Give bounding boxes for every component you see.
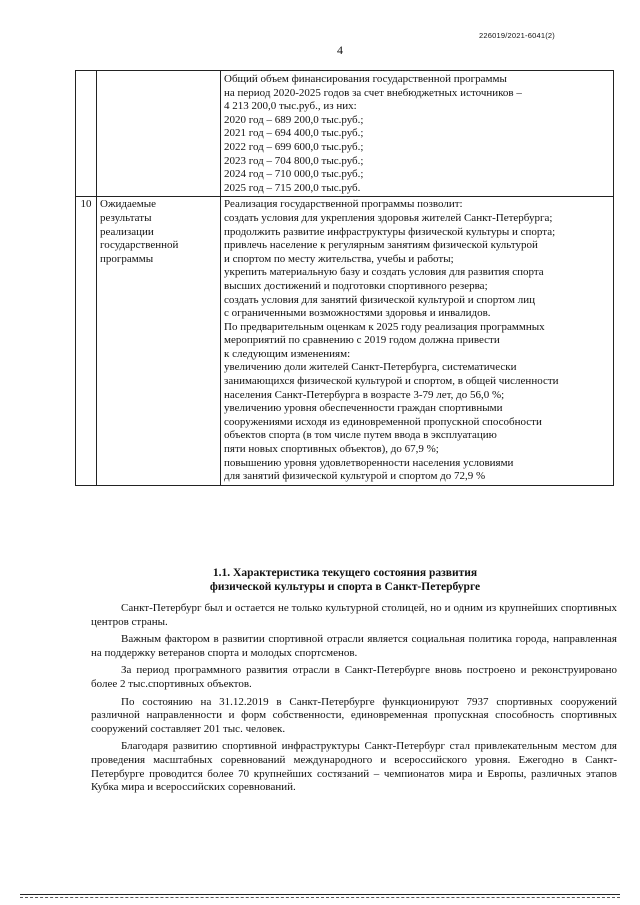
results-line: укрепить материальную базу и создать условия для развития спорта: [224, 266, 544, 279]
results-line: увеличению уровня обеспеченности граждан спортивными: [224, 402, 503, 415]
row-label-cell: [97, 197, 221, 485]
section-heading-line: физической культуры и спорта в Санкт-Петербурге: [209, 581, 481, 593]
body-paragraph: Важным фактором в развитии спортивной отрасли является социальная политика города, направленная на поддержку ветеранов спорта и молодых спортсменов.: [91, 633, 617, 659]
financing-content-cell: [221, 71, 614, 197]
results-line: сооружениями исходя из единовременной пропускной способности: [224, 415, 542, 428]
body-paragraph: За период программного развития отрасли в Санкт-Петербурге вновь построено и реконструировано более 2 тыс.спортивных объектов.: [91, 664, 617, 690]
results-line: создать условия для укрепления здоровья жителей Санкт-Петербурга;: [224, 211, 553, 224]
row-number-cell: [76, 71, 97, 197]
results-line: к следующим изменениям:: [224, 347, 351, 360]
results-line: увеличению доли жителей Санкт-Петербурга, систематически: [224, 361, 517, 374]
financing-line: Общий объем финансирования государственной программы: [224, 73, 507, 85]
results-line: повышению уровня удовлетворенности населения условиями: [224, 456, 514, 469]
results-line: высших достижений и подготовки спортивного резерва;: [224, 279, 488, 292]
label-line: государственной: [100, 239, 179, 252]
body-paragraph: Санкт-Петербург был и остается не только культурной столицей, но и одним из крупнейших спортивных центров страны.: [91, 602, 617, 628]
results-content-cell: [221, 197, 614, 485]
results-line: Реализация государственной программы позволит:: [224, 198, 463, 211]
section-body: [91, 602, 617, 799]
financing-line: 2022 год – 699 600,0 тыс.руб.;: [224, 140, 364, 153]
results-line: продолжить развитие инфраструктуры физической культуры и спорта;: [224, 225, 556, 238]
results-line: пяти новых спортивных объектов), до 67,9 %;: [224, 443, 439, 456]
results-line: По предварительным оценкам к 2025 году реализация программных: [224, 320, 545, 333]
results-line: привлечь население к регулярным занятиям физической культурой: [224, 239, 538, 252]
document-id: 226019/2021-6041(2): [479, 31, 555, 40]
table-row-results: [76, 197, 614, 485]
financing-line: 4 213 200,0 тыс.руб., из них:: [224, 100, 357, 113]
results-line: создать условия для занятий физической культурой и спортом лиц: [224, 293, 535, 306]
program-passport-table: [75, 70, 614, 486]
financing-line: 2021 год – 694 400,0 тыс.руб.;: [224, 127, 364, 140]
financing-line: 2020 год – 689 200,0 тыс.руб.;: [224, 113, 364, 126]
results-line: населения Санкт-Петербурга в возрасте 3-79 лет, до 56,0 %;: [224, 388, 505, 401]
results-line: с ограниченными возможностями здоровья и инвалидов.: [224, 307, 491, 320]
table-row-financing: [76, 71, 614, 197]
footer-rule-dashed: [20, 897, 620, 898]
page-number: 4: [337, 43, 343, 57]
financing-line: 2023 год – 704 800,0 тыс.руб.;: [224, 154, 364, 167]
body-paragraph: Благодаря развитию спортивной инфраструктуры Санкт-Петербург стал привлекательным местом для проведения масштабных соревнований международного и всероссийского уровня. Ежегодно в Санкт-Петербурге проводится более 70 крупнейших состязаний – чемпионатов мира и Европы, различных этапов Кубка мира и всероссийских соревнований.: [91, 740, 617, 794]
row-label-cell: [97, 71, 221, 197]
financing-line: на период 2020-2025 годов за счет внебюджетных источников –: [224, 86, 522, 99]
label-line: результаты: [100, 211, 152, 224]
label-line: программы: [100, 252, 154, 265]
results-line: мероприятий по сравнению с 2019 годом должна привести: [224, 334, 500, 347]
financing-line: 2024 год – 710 000,0 тыс.руб.;: [224, 168, 364, 181]
row-number-cell: 10: [76, 197, 97, 485]
results-line: для занятий физической культурой и спортом до 72,9 %: [224, 470, 486, 483]
results-line: занимающихся физической культурой и спортом, в общей численности: [224, 375, 559, 388]
results-line: и спортом по месту жительства, учебы и работы;: [224, 252, 454, 265]
label-line: Ожидаемые: [100, 198, 157, 211]
label-line: реализации: [100, 225, 154, 238]
body-paragraph: По состоянию на 31.12.2019 в Санкт-Петербурге функционируют 7937 спортивных сооружений различной направленности и форм собственности, единовременная пропускная способность спортивных сооружений составляет 201 тыс. человек.: [91, 695, 617, 735]
section-heading: [0, 566, 640, 594]
section-heading-line: 1.1. Характеристика текущего состояния развития: [212, 567, 478, 579]
results-line: объектов спорта (в том числе путем ввода в эксплуатацию: [224, 429, 497, 442]
financing-line: 2025 год – 715 200,0 тыс.руб.: [224, 181, 361, 194]
footer-rule: [20, 894, 620, 895]
